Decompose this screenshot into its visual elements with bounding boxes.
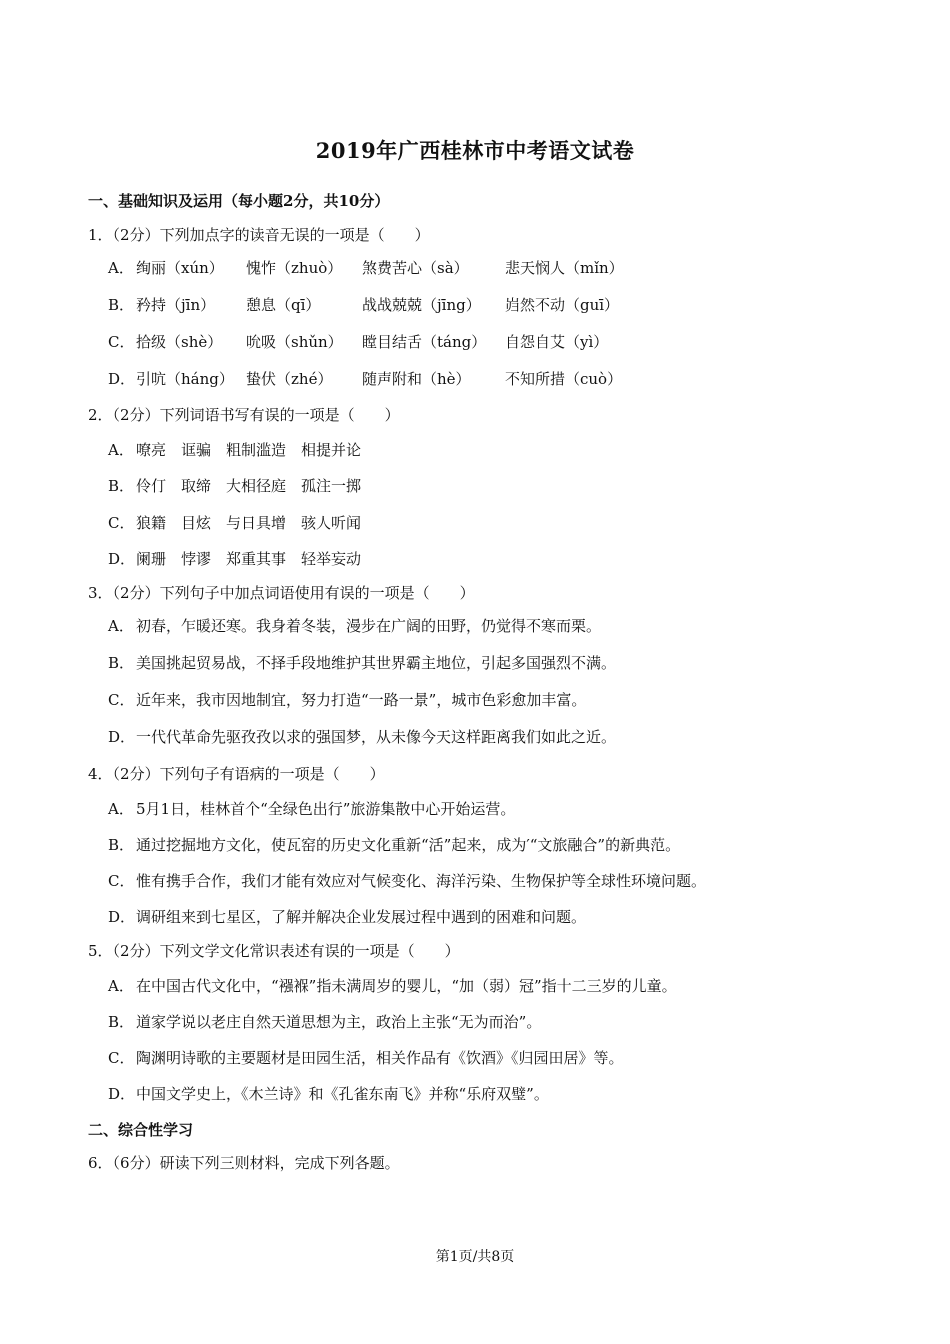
option-row: [108, 906, 586, 927]
option-text: 调研组来到七星区，了解并解决企业发展过程中遇到的困难和问题。: [136, 908, 587, 926]
option-row: [108, 257, 624, 278]
option-cell: 憩息（qī）: [246, 296, 321, 314]
option-letter: C．: [108, 691, 135, 709]
option-row: [108, 1047, 624, 1068]
option-cell: 拾级（shè）: [136, 333, 223, 351]
option-letter: C．: [108, 1049, 135, 1067]
option-row: [108, 294, 619, 315]
option-cell: 战战兢兢（jīng）: [362, 296, 481, 314]
option-letter: D．: [108, 550, 136, 568]
option-row: [108, 975, 677, 996]
option-cell: 矜持（jīn）: [136, 296, 216, 314]
option-letter: D．: [108, 728, 136, 746]
option-letter: C．: [108, 514, 135, 532]
option-row: [108, 512, 361, 533]
question-stem: 1．（2分）下列加点字的读音无误的一项是（ ）: [88, 226, 430, 244]
option-cell: 煞费苦心（sà）: [362, 259, 469, 277]
option-letter: D．: [108, 908, 136, 926]
option-text: 初春，乍暖还寒。我身着冬装，漫步在广阔的田野，仍觉得不寒而栗。: [136, 617, 602, 635]
option-row: [108, 439, 361, 460]
option-letter: D．: [108, 1085, 136, 1103]
option-cell: 岿然不动（guī）: [505, 296, 620, 314]
option-text: 中国文学史上，《木兰诗》和《孔雀东南飞》并称“乐府双璧”。: [136, 1085, 549, 1103]
option-cell: 悲天悯人（mǐn）: [505, 259, 624, 277]
option-row: [108, 834, 680, 855]
option-cell: 引吭（háng）: [136, 370, 234, 388]
option-text: 道家学说以老庄自然天道思想为主，政治上主张“无为而治”。: [136, 1013, 542, 1031]
option-letter: A．: [108, 977, 134, 995]
section-heading-comprehensive: 二、综合性学习: [88, 1121, 194, 1139]
option-text: 惟有携手合作，我们才能有效应对气候变化、海洋污染、生物保护等全球性环境问题。: [136, 872, 707, 890]
option-row: [108, 652, 616, 673]
option-text: 狼籍 目炫 与日具增 骇人听闻: [136, 514, 362, 532]
question-stem: 5．（2分）下列文学文化常识表述有误的一项是（ ）: [88, 942, 460, 960]
option-row: [108, 689, 586, 710]
option-row: [108, 1011, 541, 1032]
option-row: [108, 615, 601, 636]
option-letter: A．: [108, 441, 134, 459]
option-text: 在中国古代文化中，“襁褓”指未满周岁的婴儿，“加（弱）冠”指十二三岁的儿童。: [136, 977, 677, 995]
page-title: 2019年广西桂林市中考语文试卷: [315, 138, 635, 163]
option-text: 美国挑起贸易战，不择手段地维护其世界霸主地位，引起多国强烈不满。: [136, 654, 617, 672]
option-row: [108, 475, 361, 496]
option-letter: D．: [108, 370, 136, 388]
option-letter: B．: [108, 836, 135, 854]
page-footer: 第1页/共8页: [435, 1249, 515, 1265]
option-letter: B．: [108, 1013, 135, 1031]
question-stem: 3．（2分）下列句子中加点词语使用有误的一项是（ ）: [88, 584, 475, 602]
option-text: 一代代革命先驱孜孜以求的强国梦，从未像今天这样距离我们如此之近。: [136, 728, 617, 746]
option-row: [108, 548, 361, 569]
option-row: [108, 870, 706, 891]
option-letter: B．: [108, 477, 135, 495]
option-letter: A．: [108, 617, 134, 635]
option-text: 近年来，我市因地制宜，努力打造“一路一景”，城市色彩愈加丰富。: [136, 691, 587, 709]
option-row: [108, 1083, 549, 1104]
option-letter: C．: [108, 333, 135, 351]
option-text: 阑珊 悖谬 郑重其事 轻举妄动: [136, 550, 362, 568]
option-cell: 吮吸（shǔn）: [246, 333, 343, 351]
option-cell: 蛰伏（zhé）: [246, 370, 333, 388]
option-text: 嘹亮 诓骗 粗制滥造 相提并论: [136, 441, 362, 459]
option-cell: 瞠目结舌（táng）: [362, 333, 487, 351]
option-cell: 绚丽（xún）: [136, 259, 224, 277]
option-text: 5月1日，桂林首个“全绿色出行”旅游集散中心开始运营。: [136, 800, 516, 818]
option-letter: A．: [108, 259, 134, 277]
option-text: 陶渊明诗歌的主要题材是田园生活，相关作品有《饮酒》《归园田居》等。: [136, 1049, 624, 1067]
option-text: 通过挖掘地方文化，使瓦窑的历史文化重新“活”起来，成为′“文旅融合”的新典范。: [136, 836, 681, 854]
option-letter: B．: [108, 654, 135, 672]
option-letter: A．: [108, 800, 134, 818]
option-cell: 愧怍（zhuò）: [246, 259, 343, 277]
option-cell: 自怨自艾（yì）: [505, 333, 609, 351]
option-letter: C．: [108, 872, 135, 890]
question-stem: 4．（2分）下列句子有语病的一项是（ ）: [88, 765, 385, 783]
section-heading-basic: 一、基础知识及运用（每小题2分，共10分）: [88, 192, 390, 210]
option-row: [108, 331, 608, 352]
option-letter: B．: [108, 296, 135, 314]
option-text: 伶仃 取缔 大相径庭 孤注一掷: [136, 477, 362, 495]
question-stem: 6．（6分）研读下列三则材料，完成下列各题。: [88, 1154, 400, 1172]
option-cell: 不知所措（cuò）: [505, 370, 623, 388]
option-cell: 随声附和（hè）: [362, 370, 471, 388]
question-stem: 2．（2分）下列词语书写有误的一项是（ ）: [88, 406, 400, 424]
option-row: [108, 798, 515, 819]
option-row: [108, 368, 622, 389]
option-row: [108, 726, 616, 747]
